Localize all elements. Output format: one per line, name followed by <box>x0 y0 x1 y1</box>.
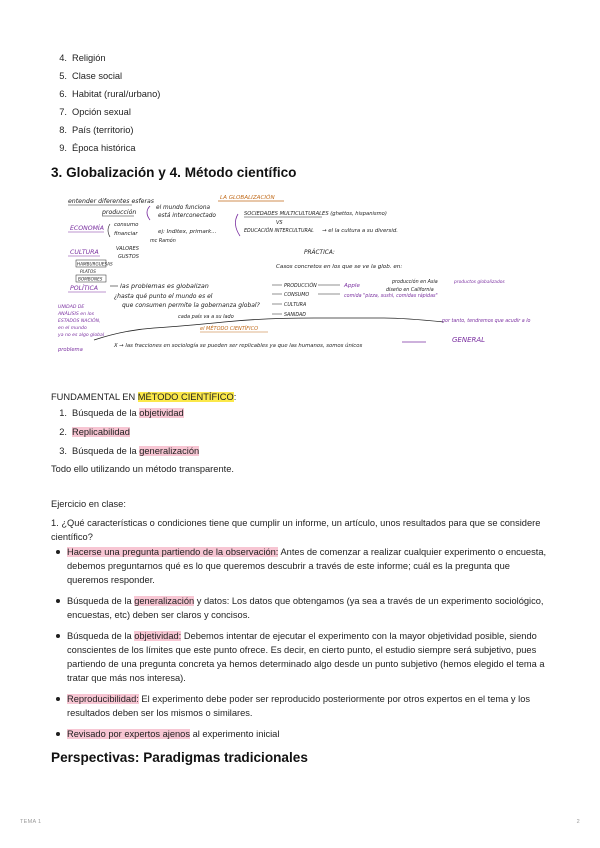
sketch-note: CULTURA <box>284 303 307 308</box>
list-item: 5. Clase social <box>59 71 123 81</box>
criteria-bullet-list <box>52 545 552 748</box>
sketch-note: consumo <box>114 222 139 228</box>
list-item: 8. País (territorio) <box>59 125 134 135</box>
perspectives-heading: Perspectivas: Paradigmas tradicionales <box>51 750 308 765</box>
sketch-note: las problemas es globalizan <box>120 282 209 290</box>
sketch-note: UNIDAD DE ANÁLISIS en los ESTADOS NACIÓN, en el mundo ya no es algo global <box>58 305 105 338</box>
sketch-note: X → las fracciones en sociología se pueden ser replicables ya que las humanos, somos únicos <box>114 343 363 349</box>
sketch-note: LA GLOBALIZACIÓN <box>220 195 275 201</box>
list-item: Reproducibilidad: El experimento debe poder ser reproducido posteriormente por otros expertos en el tema y los resultados deben ser los mismos o similares. <box>52 692 552 720</box>
highlight-metodo: MÉTODO CIENTÍFICO <box>137 392 234 402</box>
list-item: Búsqueda de la objetividad: Debemos intentar de ejecutar el experimento con la mayor objetividad posible, siendo conscientes de los límites que este punto ofrece. Es decir, en cierto punto, el estudio siempre será subjetivo, pues partiendo de una pregunta concreta ya hemos determinado algo desde un punto subjetivo (hemos elegido el tema a tratar que más nos interesa). <box>52 629 552 685</box>
list-item: 3. Búsqueda de la generalización <box>59 446 200 456</box>
sketch-note: GUSTOS <box>118 254 139 260</box>
footer-left: TEMA 1 <box>20 819 42 825</box>
sketch-note: SANIDAD <box>284 313 306 318</box>
sketch-note: el mundo funciona <box>156 205 211 211</box>
sketch-note: PRODUCCIÓN <box>284 284 317 289</box>
list-item: 4. Religión <box>59 53 106 63</box>
page-number: 2 <box>576 819 580 825</box>
sketch-note: diseño en California <box>386 288 434 293</box>
sketch-note: BOMBONES <box>78 276 103 282</box>
sketch-note: → el la cultura a su diversid. <box>322 228 398 234</box>
sketch-note: producción en Asia <box>392 280 438 285</box>
sketch-note: está interconectado <box>158 213 216 219</box>
list-item: Hacerse una pregunta partiendo de la observación: Antes de comenzar a realizar cualquier experimento o encuesta, debemos preguntarnos qué es lo que queremos descubrir a través de este informe; cuál es la pregunta que queremos responder. <box>52 545 552 587</box>
fundamental-line: FUNDAMENTAL EN MÉTODO CIENTÍFICO: <box>51 392 237 402</box>
sketch-note: el MÉTODO CIENTÍFICO <box>200 326 259 332</box>
sketch-note: VS <box>276 220 283 226</box>
sketch-note: HAMBURGUESAS <box>77 261 113 267</box>
sketch-note: ECONOMÍA <box>70 225 104 232</box>
sketch-note: ej: Inditex, primark... <box>158 229 217 235</box>
sketch-note: cada país va a su lado <box>178 314 234 320</box>
sketch-note: EDUCACIÓN INTERCULTURAL <box>244 229 314 234</box>
method-requirements-list <box>52 406 199 463</box>
sketch-note: que consumen permite la gobernanza global? <box>122 302 260 309</box>
list-item: 6. Habitat (rural/urbano) <box>59 89 161 99</box>
sketch-note: SOCIEDADES MULTICULTURALES (ghettos, hispanismo) <box>244 211 387 217</box>
sketch-note: Casos concretos en los que se ve la glob. en: <box>276 264 403 270</box>
sketch-note: CONSUMO <box>284 293 310 298</box>
exercise-question: 1. ¿Qué características o condiciones tiene que cumplir un informe, un artículo, unos resultados para que se considere científico? <box>51 518 541 542</box>
sketch-note: GENERAL <box>452 336 486 344</box>
sketch-note: Apple <box>344 283 360 289</box>
sketch-note: por tanto, tendremos que acudir a lo <box>442 319 531 324</box>
sketch-note: CULTURA <box>70 249 99 256</box>
sketch-note: POLÍTICA <box>70 285 99 292</box>
sketch-note: mc Ramón <box>150 239 176 244</box>
sketch-note: entender diferentes esferas <box>68 198 155 205</box>
list-item: 9. Época histórica <box>59 143 136 153</box>
sketch-note: PRÁCTICA: <box>304 250 335 256</box>
sketch-note: ¿hasta qué punto el mundo es el <box>114 293 213 300</box>
sketch-note: producción <box>102 209 137 216</box>
sketch-note: productos globalizados <box>454 280 505 285</box>
handwritten-notes-sketch <box>54 190 531 358</box>
sketch-note: PLATOS <box>80 269 96 274</box>
list-item: Revisado por expertos ajenos al experimento inicial <box>52 727 552 741</box>
exercise-title: Ejercicio en clase: <box>51 499 126 509</box>
section-heading: 3. Globalización y 4. Método científico <box>51 165 297 180</box>
transparent-note: Todo ello utilizando un método transparente. <box>51 464 234 474</box>
list-item: 1. Búsqueda de la objetividad <box>59 408 184 418</box>
sketch-note: comida "pizza, sushi, comidas rápidas" <box>344 294 438 299</box>
sketch-note: problema <box>58 347 83 353</box>
list-item: 7. Opción sexual <box>59 107 131 117</box>
list-item: 2. Replicabilidad <box>59 427 130 437</box>
list-item: Búsqueda de la generalización y datos: Los datos que obtengamos (ya sea a través de un experimento sociológico, encuestas, etc) deben ser claros y concisos. <box>52 594 552 622</box>
sketch-note: financiar <box>114 231 138 237</box>
sketch-note: VALORES <box>116 246 139 252</box>
demographic-variables-list <box>52 51 160 159</box>
